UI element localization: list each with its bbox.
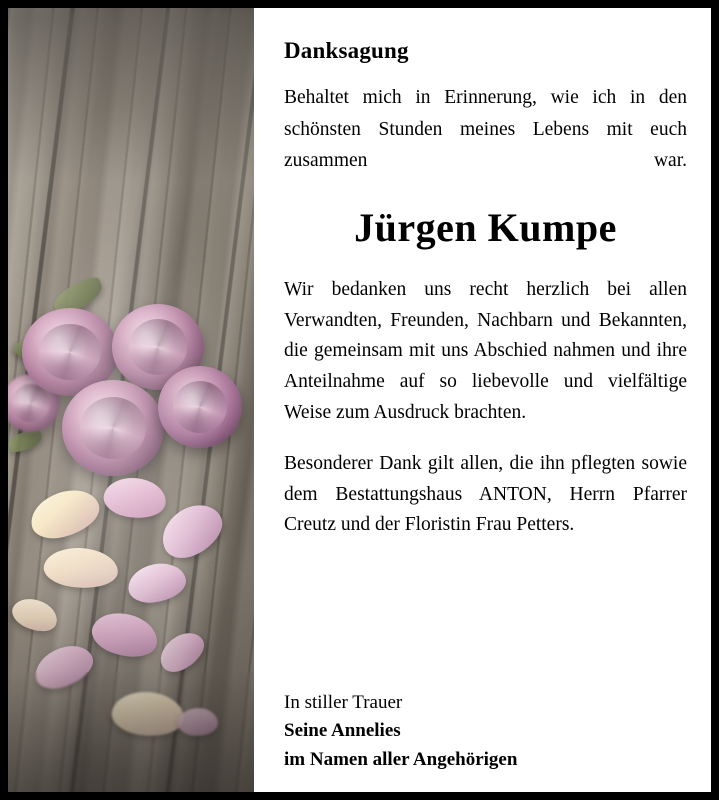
thanks-paragraph-1: Wir bedanken uns recht herzlich bei allen Verwandten, Freunden, Nachbarn und Bekannten, die gemeinsam mit uns Abschied nahmen und ihre Anteilnahme auf so liebevolle und vielfältige Weise zum Ausdruck brachten. [284, 278, 687, 423]
thanks-paragraph-2: Besonderer Dank gilt allen, die ihn pflegten sowie dem Bestattungshaus ANTON, Herrn Pfarrer Creutz und der Floristin Frau Petters. [284, 452, 687, 536]
closing-line-mourning: In stiller Trauer [284, 691, 403, 713]
photo-blur-bottom [8, 672, 254, 792]
deceased-name: Jürgen Kumpe [354, 204, 617, 250]
closing-block [284, 689, 687, 775]
notice-heading: Danksagung [284, 38, 409, 63]
notice-text-panel [254, 8, 711, 792]
memorial-quote: Behaltet mich in Erinnerung, wie ich in den schönsten Stunden meines Lebens mit euch zusammen war. [284, 87, 687, 172]
closing-line-family: im Namen aller Angehörigen [284, 748, 518, 770]
closing-line-signer: Seine Annelies [284, 720, 401, 741]
dried-roses-photo [8, 8, 254, 792]
